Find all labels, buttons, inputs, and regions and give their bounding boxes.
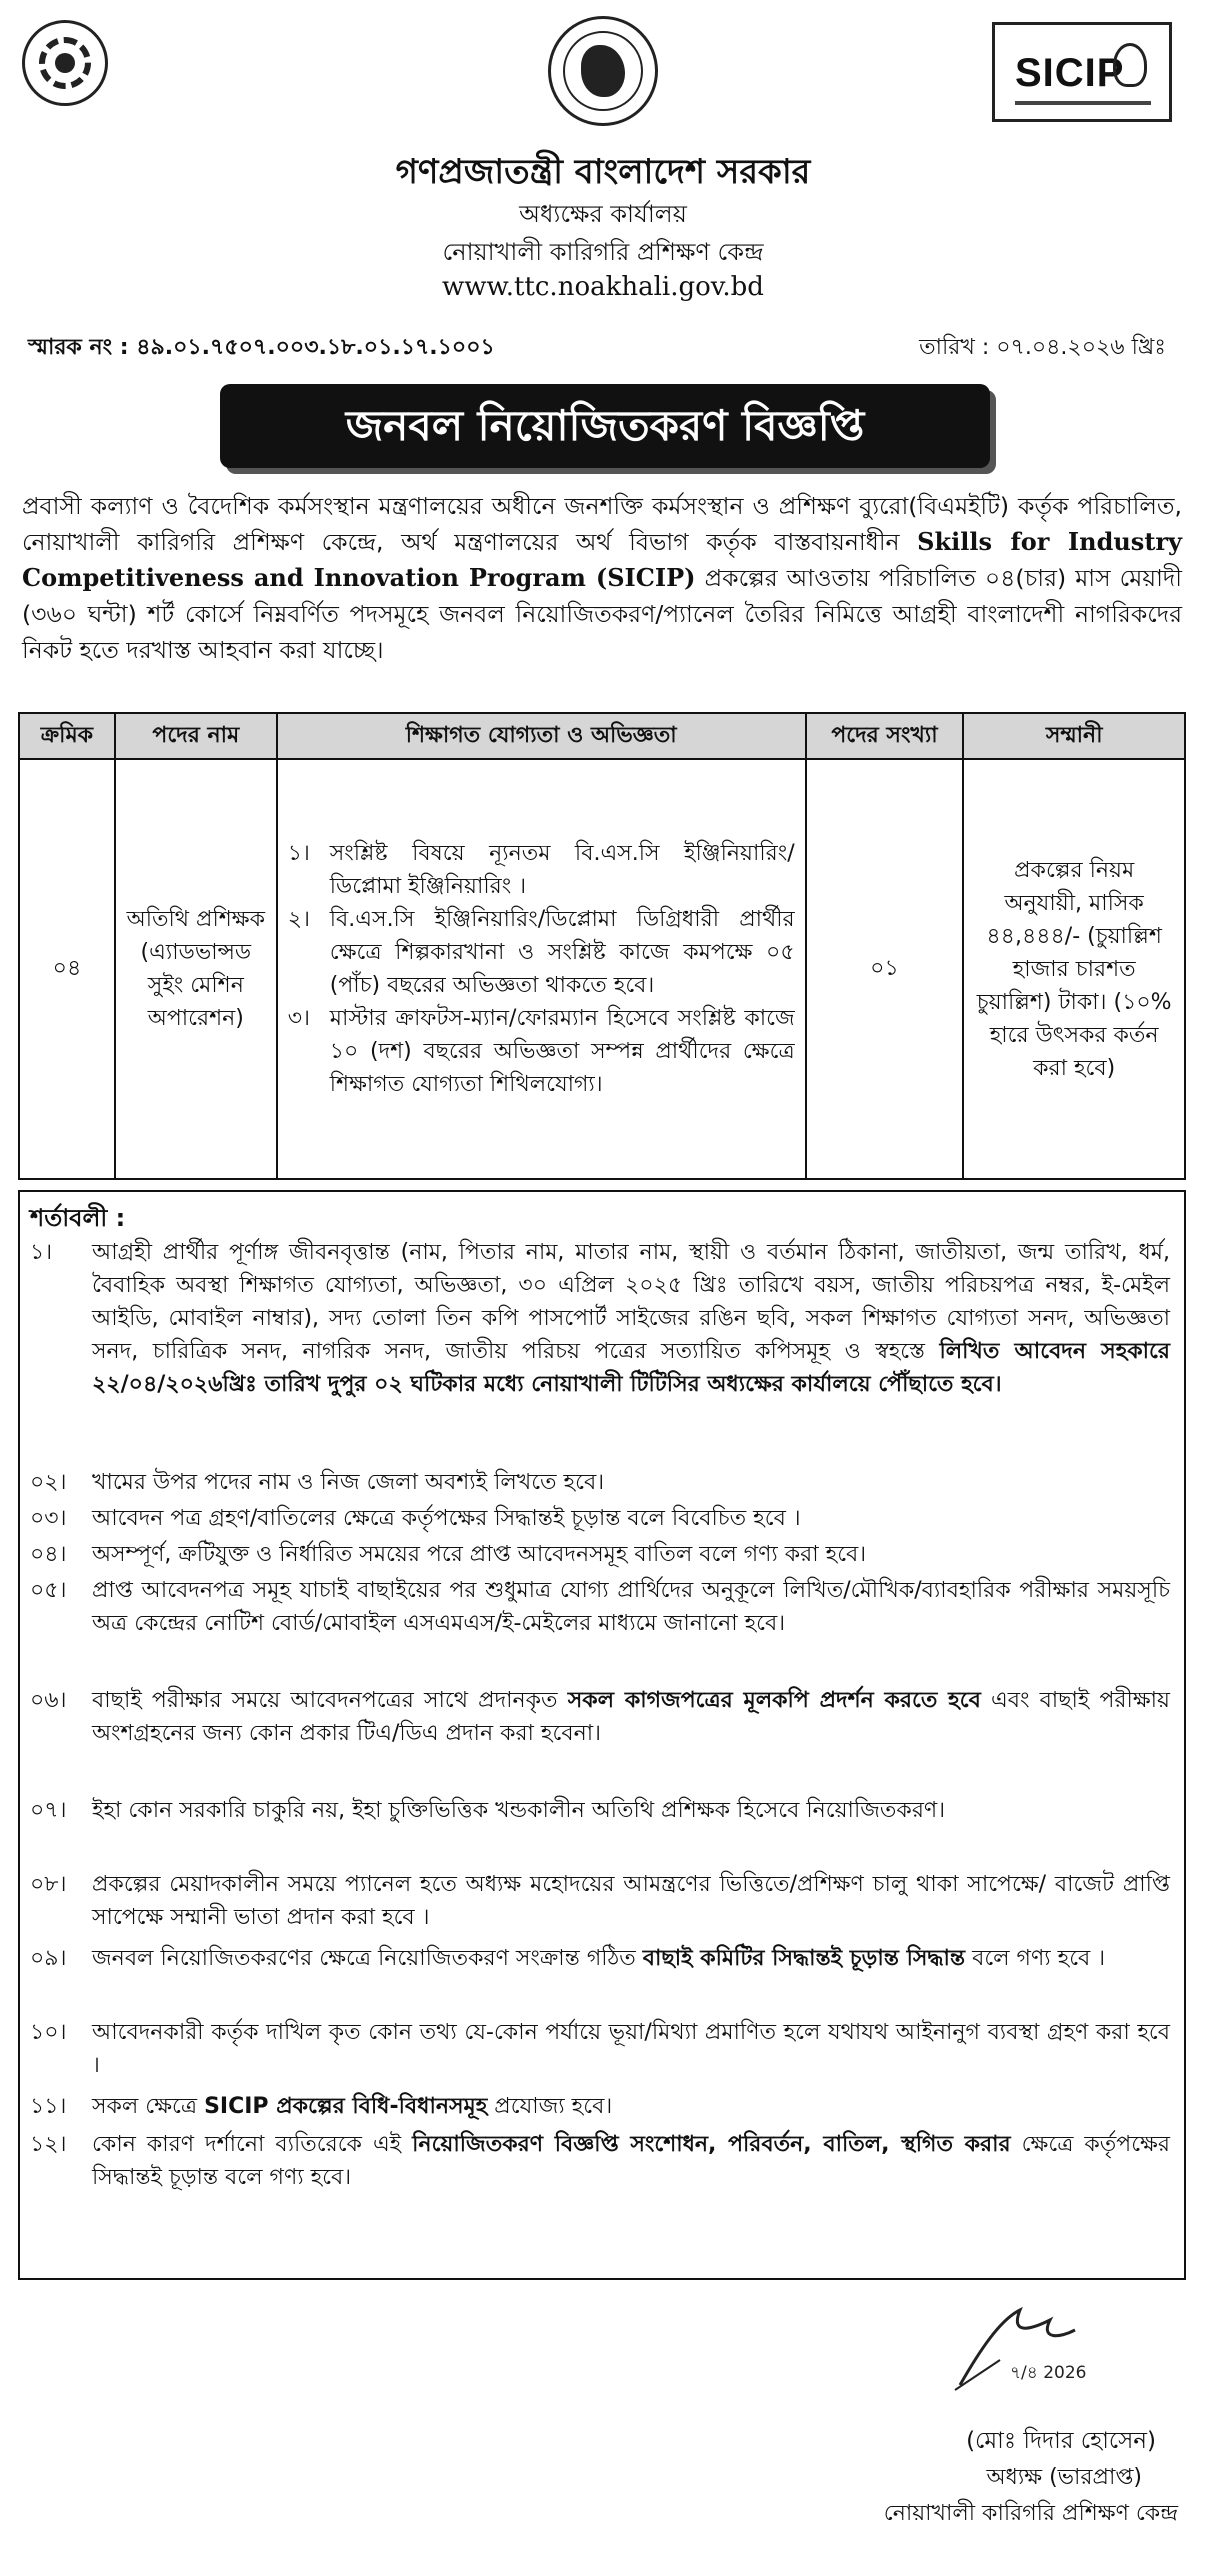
intro-paragraph: প্রবাসী কল্যাণ ও বৈদেশিক কর্মসংস্থান মন্ত্রণালয়ের অধীনে জনশক্তি কর্মসংস্থান ও প্রশিক্ষণ ব্যুরো(বিএমইটি) কর্তৃক পরিচালিত, নোয়াখালী কারিগরি প্রশিক্ষণ কেন্দ্রে, অর্থ মন্ত্রণালয়ের অর্থ বিভাগ কর্তৃক বাস্তবায়নাধীন Skills for Industry Competitiveness and Innovation Program (SICIP) প্রকল্পের আওতায় পরিচালিত ০৪(চার) মাস মেয়াদী (৩৬০ ঘন্টা) শর্ট কোর্সে নিম্নবর্ণিত পদসমূহে জনবল নিয়োজিতকরণ/প্যানেল তৈরির নিমিত্তে আগ্রহী বাংলাদেশী নাগরিকদের নিকট হতে দরখাস্ত আহবান করা যাচ্ছে।: [22, 492, 1182, 664]
government-seal-logo: [548, 16, 658, 126]
sicip-logo: [992, 22, 1172, 122]
term-item: ০৪। অসম্পূর্ণ, ক্রটিযুক্ত ও নির্ধারিত সময়ের পরে প্রাপ্ত আবেদনসমূহ বাতিল বলে গণ্য করা হবে।: [30, 1542, 867, 1567]
memo-number: স্মারক নং : ৪৯.০১.৭৫০৭.০০৩.১৮.০১.১৭.১০০১: [28, 335, 495, 360]
government-title: গণপ্রজাতন্ত্রী বাংলাদেশ সরকার: [395, 152, 811, 192]
row-post-name: অতিথি প্রশিক্ষক (এ্যাডভান্সড সুইং মেশিন অপারেশন): [115, 759, 277, 1179]
program-name: Skills for Industry Competitiveness and Innovation Program (SICIP): [22, 527, 1182, 592]
signatory-name: (মোঃ দিদার হোসেন): [966, 2428, 1156, 2454]
website-link[interactable]: www.ttc.noakhali.gov.bd: [442, 272, 764, 302]
row-post-count: ০১: [806, 759, 964, 1179]
term-item: ১০। আবেদনকারী কর্তৃক দাখিল কৃত কোন তথ্য যে-কোন পর্যায়ে ভূয়া/মিথ্যা প্রমাণিত হলে যথাযথ আইনানুগ ব্যবস্থা গ্রহণ করা হবে ।: [30, 2020, 1170, 2078]
qualification-item: ১। সংশ্লিষ্ট বিষয়ে ন্যূনতম বি.এস.সি ইঞ্জিনিয়ারিং/ডিপ্লোমা ইঞ্জিনিয়ারিং ।: [287, 841, 795, 899]
memo-date: তারিখ : ০৭.০৪.২০২৬ খ্রিঃ: [919, 335, 1166, 360]
header-qualification: শিক্ষাগত যোগ্যতা ও অভিজ্ঞতা: [277, 713, 806, 759]
posts-table: [18, 712, 1186, 1180]
term-item: ০৬। বাছাই পরীক্ষার সময়ে আবেদনপত্রের সাথে প্রদানকৃত সকল কাগজপত্রের মূলকপি প্রদর্শন করতে হবে এবং বাছাই পরীক্ষায় অংশগ্রহনের জন্য কোন প্রকার টিএ/ডিএ প্রদান করা হবেনা।: [30, 1688, 1170, 1746]
center-title: নোয়াখালী কারিগরি প্রশিক্ষণ কেন্দ্র: [442, 238, 764, 266]
office-title: অধ্যক্ষের কার্যালয়: [519, 200, 687, 228]
table-row: [19, 759, 1185, 1179]
bmet-emblem-logo: [22, 20, 108, 106]
header-post-name: পদের নাম: [115, 713, 277, 759]
term-item: ১২। কোন কারণ দর্শানো ব্যতিরেকে এই নিয়োজিতকরণ বিজ্ঞপ্তি সংশোধন, পরিবর্তন, বাতিল, স্থগিত করার ক্ষেত্রে কর্তৃপক্ষের সিদ্ধান্তই চূড়ান্ত বলে গণ্য হবে।: [30, 2132, 1170, 2190]
row-serial: ০৪: [19, 759, 115, 1179]
terms-heading: শর্তাবলী :: [30, 1204, 126, 1232]
term-item: ০৭। ইহা কোন সরকারি চাকুরি নয়, ইহা চুক্তিভিত্তিক খন্ডকালীন অতিথি প্রশিক্ষক হিসেবে নিয়োজিতকরণ।: [30, 1798, 946, 1823]
row-qualifications: [277, 759, 806, 1179]
header-serial: ক্রমিক: [19, 713, 115, 759]
header-honorarium: সম্মানী: [963, 713, 1185, 759]
term-item: ০৩। আবেদন পত্র গ্রহণ/বাতিলের ক্ষেত্রে কর্তৃপক্ষের সিদ্ধান্তই চূড়ান্ত বলে বিবেচিত হবে ।: [30, 1506, 801, 1531]
signatory-title: অধ্যক্ষ (ভারপ্রাপ্ত): [986, 2465, 1142, 2490]
term-item: ১১। সকল ক্ষেত্রে SICIP প্রকল্পের বিধি-বিধানসমূহ প্রযোজ্য হবে।: [30, 2094, 613, 2119]
table-header-row: [19, 713, 1185, 759]
term-item: ০৫। প্রাপ্ত আবেদনপত্র সমূহ যাচাই বাছাইয়ের পর শুধুমাত্র যোগ্য প্রার্থিদের অনুকূলে লিখিত/মৌখিক/ব্যাবহারিক পরীক্ষার সময়সূচি অত্র কেন্দ্রের নোটিশ বোর্ড/মোবাইল এসএমএস/ই-মেইলের মাধ্যমে জানানো হবে।: [30, 1578, 1170, 1636]
notice-banner: জনবল নিয়োজিতকরণ বিজ্ঞপ্তি: [220, 384, 990, 468]
header-post-count: পদের সংখ্যা: [806, 713, 964, 759]
lightbulb-icon: [1113, 43, 1147, 87]
signature-date: ৭/৪ 2026: [1010, 2363, 1087, 2383]
qualification-item: ২। বি.এস.সি ইঞ্জিনিয়ারিং/ডিপ্লোমা ডিগ্রিধারী প্রার্থীর ক্ষেত্রে শিল্পকারখানা ও সংশ্লিষ্ট কাজে কমপক্ষে ০৫ (পাঁচ) বছরের অভিজ্ঞতা থাকতে হবে।: [287, 907, 795, 998]
row-honorarium: প্রকল্পের নিয়ম অনুযায়ী, মাসিক ৪৪,৪৪৪/- (চুয়াল্লিশ হাজার চারশত চুয়াল্লিশ) টাকা। (১০% হারে উৎসকর কর্তন করা হবে): [963, 759, 1185, 1179]
terms-box: [18, 1190, 1186, 2280]
signature-mark: [940, 2290, 1090, 2410]
sicip-logo-text: SICIP: [1015, 51, 1125, 95]
qualification-item: ৩। মাস্টার ক্রাফটস-ম্যান/ফোরম্যান হিসেবে সংশ্লিষ্ট কাজে ১০ (দশ) বছরের অভিজ্ঞতা সম্পন্ন প্রার্থীদের ক্ষেত্রে শিক্ষাগত যোগ্যতা শিথিলযোগ্য।: [287, 1006, 795, 1097]
signatory-org: নোয়াখালী কারিগরি প্রশিক্ষণ কেন্দ্র: [883, 2501, 1178, 2526]
term-item: ০৯। জনবল নিয়োজিতকরণের ক্ষেত্রে নিয়োজিতকরণ সংক্রান্ত গঠিত বাছাই কমিটির সিদ্ধান্তই চূড়ান্ত সিদ্ধান্ত বলে গণ্য হবে ।: [30, 1946, 1106, 1971]
term-item: ০২। খামের উপর পদের নাম ও নিজ জেলা অবশ্যই লিখতে হবে।: [30, 1470, 605, 1495]
term-item: ১। আগ্রহী প্রার্থীর পূর্ণাঙ্গ জীবনবৃত্তান্ত (নাম, পিতার নাম, মাতার নাম, স্থায়ী ও বর্তমান ঠিকানা, জাতীয়তা, জন্ম তারিখ, ধর্ম, বৈবাহিক অবস্থা শিক্ষাগত যোগ্যতা, অভিজ্ঞতা, ৩০ এপ্রিল ২০২৫ খ্রিঃ তারিখে বয়স, জাতীয় পরিচয়পত্র নম্বর, ই-মেইল আইডি, মোবাইল নাম্বার), সদ্য তোলা তিন কপি পাসপোর্ট সাইজের রঙিন ছবি, সকল শিক্ষাগত যোগ্যতা সনদ, অভিজ্ঞতা সনদ, চারিত্রিক সনদ, নাগরিক সনদ, জাতীয় পরিচয় পত্রের সত্যায়িত কপিসমূহ ও স্বহস্তে লিখিত আবেদন সহকারে ২২/০৪/২০২৬খ্রিঃ তারিখ দুপুর ০২ ঘটিকার মধ্যে নোয়াখালী টিটিসির অধ্যক্ষের কার্যালয়ে পৌঁছাতে হবে।: [30, 1240, 1170, 1397]
term-item: ০৮। প্রকল্পের মেয়াদকালীন সময়ে প্যানেল হতে অধ্যক্ষ মহোদয়ের আমন্ত্রণের ভিত্তিতে/প্রশিক্ষণ চালু থাকা সাপেক্ষে/ বাজেট প্রাপ্তি সাপেক্ষে সম্মানী ভাতা প্রদান করা হবে ।: [30, 1872, 1170, 1930]
